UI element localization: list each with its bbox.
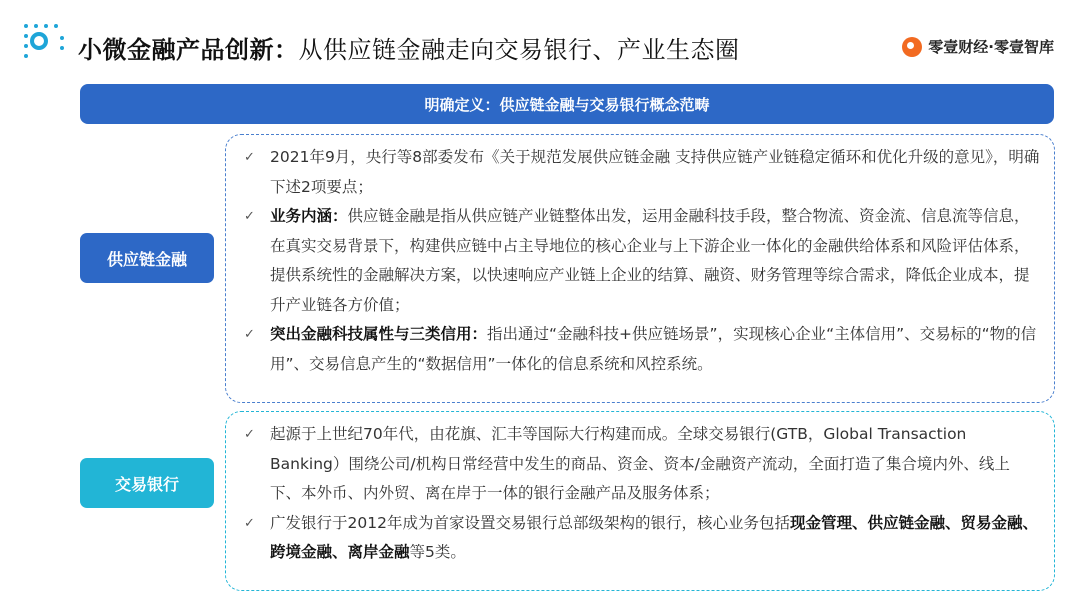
list-item-text: 指出通过“金融科技+供应链场景”，实现核心企业“主体信用”、交易标的“物的信用”、交易信息产生的“数据信用”一体化的信息系统和风控系统。: [270, 325, 1037, 373]
check-icon: ✓: [244, 427, 255, 442]
list-item-text: 供应链金融是指从供应链产业链整体出发，运用金融科技手段，整合物流、资金流、信息流等信息，在真实交易背景下，构建供应链中占主导地位的核心企业与上下游企业一体化的金融供给体系和风险评估体系，提供系统性的金融解决方案，以快速响应产业链上企业的结算、融资、财务管理等综合需求，降低企业成本，提升产业链各方价值；: [270, 207, 1030, 314]
list-item-heading: 突出金融科技属性与三类信用：: [270, 325, 488, 343]
check-icon: ✓: [244, 327, 255, 342]
brand: [902, 36, 1054, 57]
list-item: [244, 320, 1040, 379]
check-icon: ✓: [244, 515, 255, 531]
transaction-banking-box: [225, 411, 1055, 591]
definition-banner-text: 明确定义：供应链金融与交易银行概念范畴: [424, 95, 710, 114]
supply-chain-finance-box: [225, 134, 1055, 403]
list-item-emphasis: 现金管理、供应链金融、贸易金融、跨境金融、离岸金融: [270, 513, 1038, 561]
list-item-text: 广发银行于2012年成为首家设置交易银行总部级架构的银行，核心业务包括: [270, 513, 790, 532]
brand-name: 零壹财经·零壹智库: [928, 38, 1054, 56]
section-label-text: 交易银行: [114, 474, 179, 494]
list-item: [244, 509, 1040, 568]
list-item-heading: 业务内涵：: [270, 207, 348, 225]
ring-icon: [30, 32, 48, 50]
brand-logo-icon: [902, 37, 922, 57]
list-item: [244, 420, 1040, 509]
page-title: [78, 30, 740, 65]
section-label-supply-chain-finance: [80, 233, 214, 283]
list-item-text: 2021年9月，央行等8部委发布《关于规范发展供应链金融 支持供应链产业链稳定循环和优化升级的意见》，明确下述2项要点；: [270, 148, 1040, 196]
page-title-bold: 小微金融产品创新：: [78, 36, 299, 64]
section-label-transaction-banking: [80, 458, 214, 508]
check-icon: ✓: [244, 209, 255, 224]
definition-banner: [80, 84, 1054, 124]
page-title-rest: 从供应链金融走向交易银行、产业生态圈: [298, 36, 740, 64]
list-item: [244, 143, 1040, 202]
check-icon: ✓: [244, 150, 255, 165]
list-item-text: 起源于上世纪70年代，由花旗、汇丰等国际大行构建而成。全球交易银行(GTB，Global Transaction Banking）围绕公司/机构日常经营中发生的商品、资金、资本/金融资产流动，全面打造了集合境内外、线上下、本外币、内外贸、离在岸于一体的银行金融产品及服务体系；: [270, 425, 1010, 502]
list-item: [244, 202, 1040, 320]
section-label-text: 供应链金融: [106, 249, 187, 269]
list-item-text: 等5类。: [409, 543, 466, 561]
